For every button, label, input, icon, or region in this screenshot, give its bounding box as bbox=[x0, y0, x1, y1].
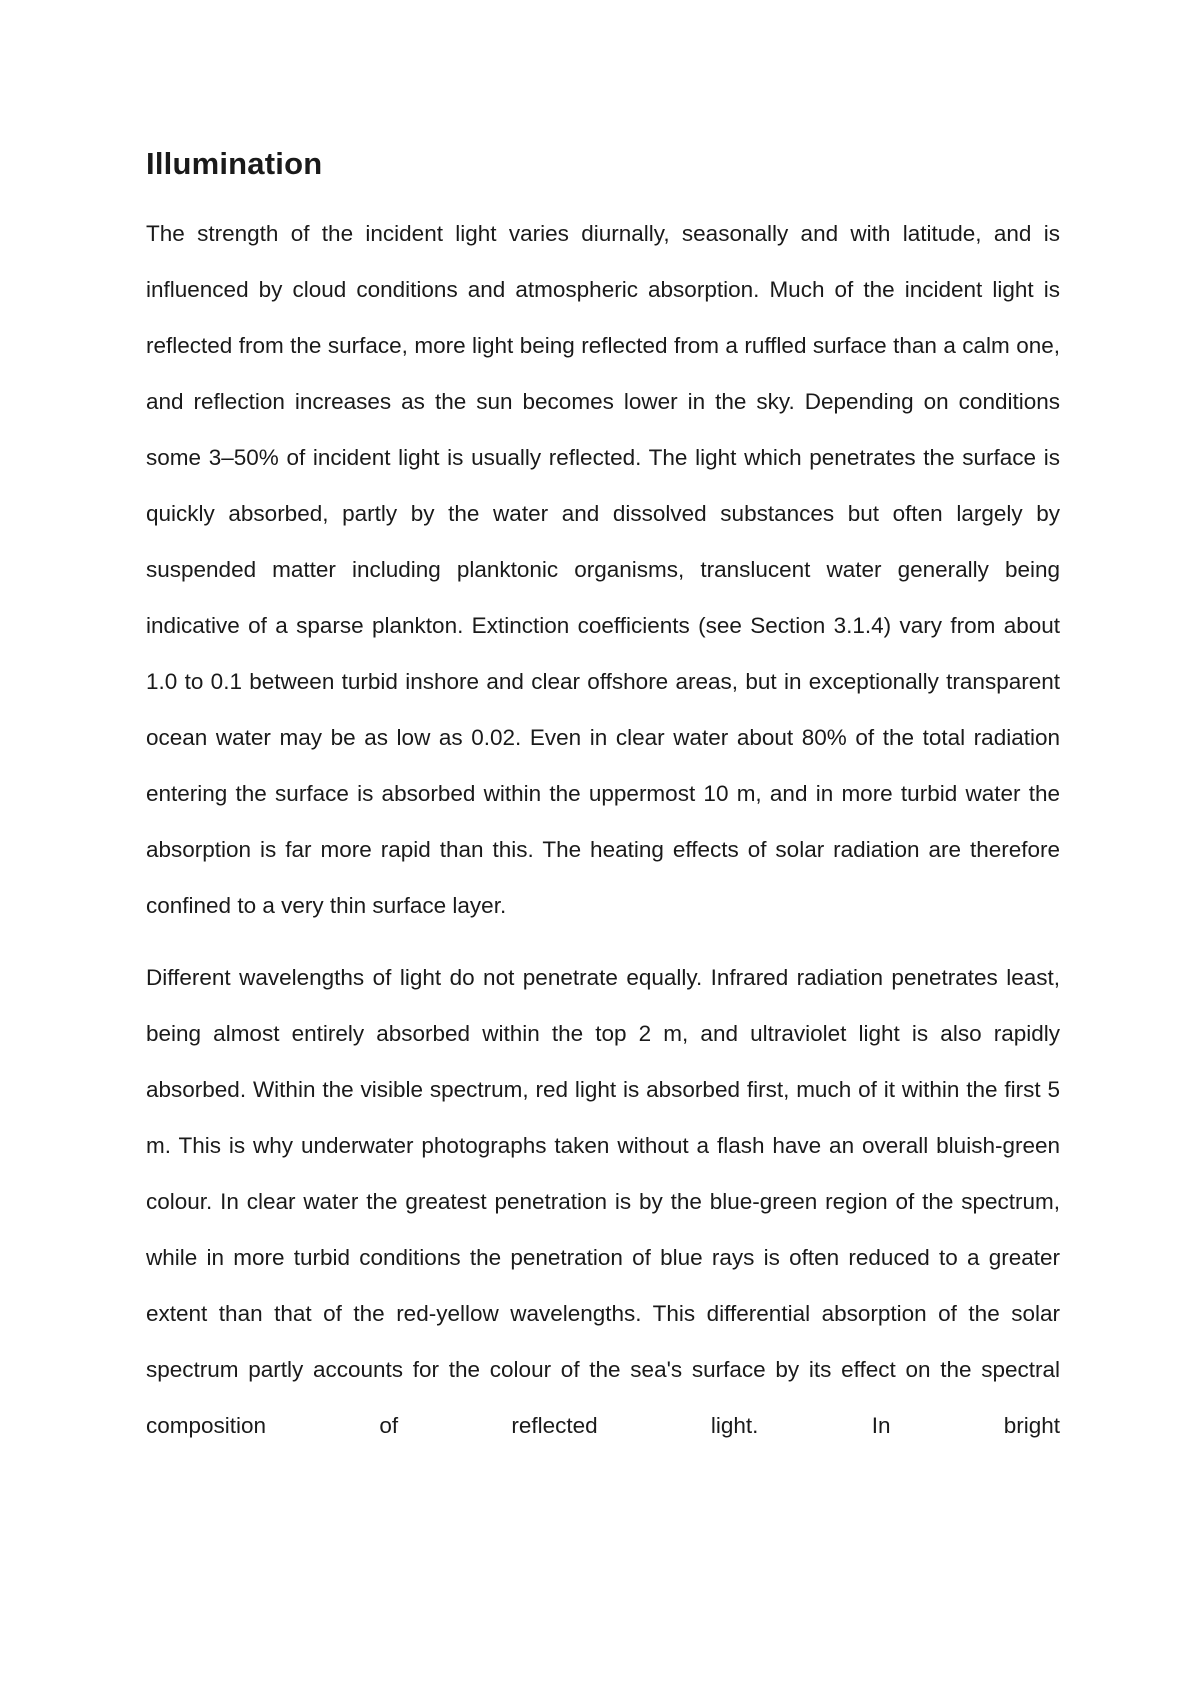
body-paragraph: The strength of the incident light varies diurnally, seasonally and with latitude, and is influenced by cloud conditions and atmospheric absorption. Much of the incident light is reflected from the surface, more light being reflected from a ruffled surface than a calm one, and reflection increases as the sun becomes lower in the sky. Depending on conditions some 3–50% of incident light is usually reflected. The light which penetrates the surface is quickly absorbed, partly by the water and dissolved substances but often largely by suspended matter including planktonic organisms, translucent water generally being indicative of a sparse plankton. Extinction coefficients (see Section 3.1.4) vary from about 1.0 to 0.1 between turbid inshore and clear offshore areas, but in exceptionally transparent ocean water may be as low as 0.02. Even in clear water about 80% of the total radiation entering the surface is absorbed within the uppermost 10 m, and in more turbid water the absorption is far more rapid than this. The heating effects of solar radiation are therefore confined to a very thin surface layer. bbox=[146, 221, 1060, 918]
section-heading: Illumination bbox=[146, 146, 323, 181]
body-paragraph: Different wavelengths of light do not penetrate equally. Infrared radiation penetrates least, being almost entirely absorbed within the top 2 m, and ultraviolet light is also rapidly absorbed. Within the visible spectrum, red light is absorbed first, much of it within the first 5 m. This is why underwater photographs taken without a flash have an overall bluish-green colour. In clear water the greatest penetration is by the blue-green region of the spectrum, while in more turbid conditions the penetration of blue rays is often reduced to a greater extent than that of the red-yellow wavelengths. This differential absorption of the solar spectrum partly accounts for the colour of the sea's surface by its effect on the spectral composition of reflected light. In bright bbox=[146, 965, 1060, 1438]
document-page bbox=[146, 140, 1060, 1454]
